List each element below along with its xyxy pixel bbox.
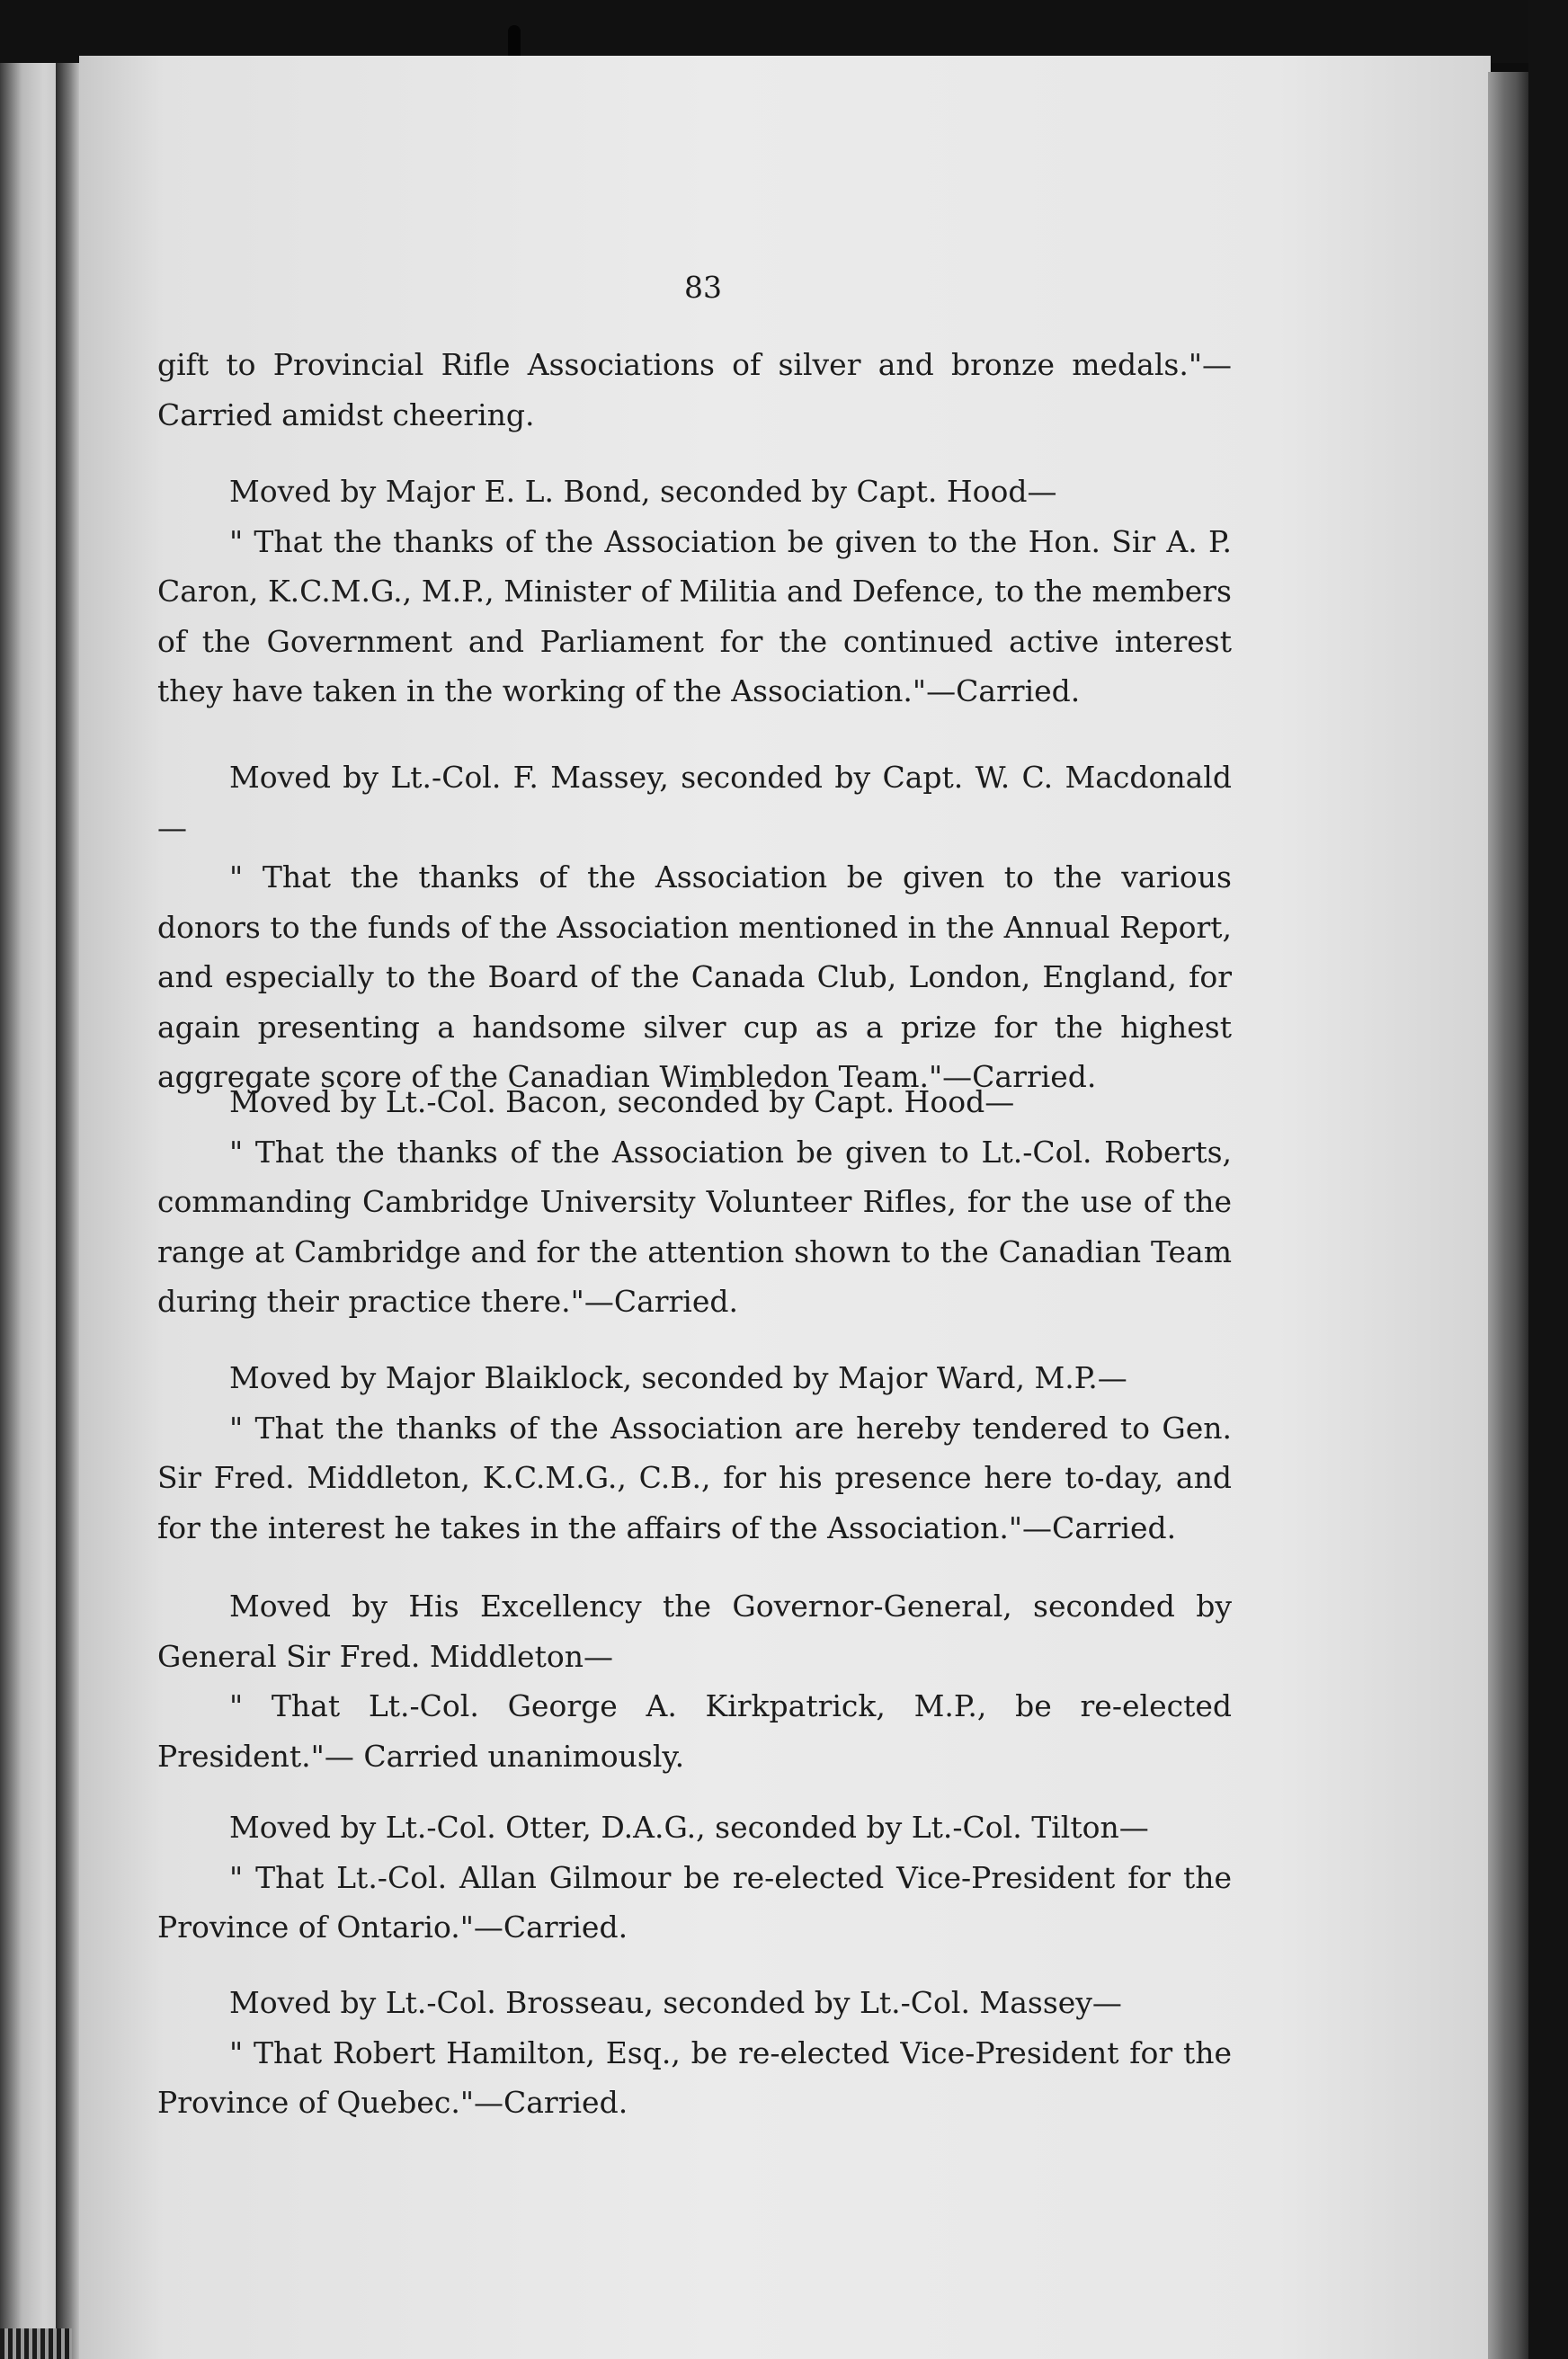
- motion-block-3: [157, 1077, 1232, 1327]
- motion-line: Moved by Lt.-Col. F. Massey, seconded by Capt. W. C. Macdonald—: [157, 760, 1232, 845]
- paragraph-text: gift to Provincial Rifle Associations of silver and bronze medals."— Carried amidst cheering.: [157, 347, 1232, 432]
- resolution-text: " That the thanks of the Association be given to Lt.-Col. Roberts, commanding Cambridge University Volunteer Rifles, for the use of the range at Cambridge and for the attention shown to the Canadian Team during their practice there."—Carried.: [157, 1134, 1232, 1319]
- motion-line: Moved by Lt.-Col. Otter, D.A.G., seconded by Lt.-Col. Tilton—: [229, 1810, 1149, 1845]
- motion-block-2: [157, 752, 1232, 1102]
- motion-block-7: [157, 1978, 1232, 2128]
- motion-block-6: [157, 1803, 1232, 1953]
- resolution-text: " That the thanks of the Association are hereby tendered to Gen. Sir Fred. Middleton, K.C.M.G., C.B., for his presence here to-day, and for the interest he takes in the affairs of the Association."—Carried.: [157, 1410, 1232, 1545]
- resolution-text: " That Lt.-Col. Allan Gilmour be re-elected Vice-President for the Province of Ontario."—Carried.: [157, 1859, 1232, 1945]
- resolution-text: " That the thanks of the Association be given to the various donors to the funds of the Association mentioned in the Annual Report, and especially to the Board of the Canada Club, London, England, for again presenting a handsome silver cup as a prize for the highest aggregate score of the Canadian Wimbledon Team."—Carried.: [157, 859, 1232, 1094]
- motion-block-1: [157, 467, 1232, 717]
- film-notch: [508, 25, 521, 59]
- motion-line: Moved by Major Blaiklock, seconded by Major Ward, M.P.—: [229, 1360, 1127, 1395]
- facing-page-edge: [0, 63, 63, 2359]
- film-border-top: [0, 0, 1568, 63]
- book-spine-shadow: [56, 63, 79, 2359]
- resolution-text: " That the thanks of the Association be given to the Hon. Sir A. P. Caron, K.C.M.G., M.P., Minister of Militia and Defence, to the members of the Government and Parliament for the continued active interest they have taken in the working of the Association."—Carried.: [157, 523, 1232, 708]
- motion-block-5: [157, 1581, 1232, 1781]
- page-edge-right: [1488, 72, 1528, 2359]
- motion-line: Moved by Major E. L. Bond, seconded by Capt. Hood—: [229, 474, 1057, 509]
- film-border-right: [1528, 0, 1568, 2359]
- resolution-text: " That Lt.-Col. George A. Kirkpatrick, M.P., be re-elected President."— Carried unanimously.: [157, 1688, 1232, 1774]
- motion-line: Moved by Lt.-Col. Bacon, seconded by Capt. Hood—: [229, 1084, 1015, 1119]
- motion-line: Moved by Lt.-Col. Brosseau, seconded by Lt.-Col. Massey—: [229, 1985, 1122, 2020]
- film-perforation: [0, 2328, 72, 2359]
- motion-line: Moved by His Excellency the Governor-General, seconded by General Sir Fred. Middleton—: [157, 1589, 1232, 1674]
- motion-block-4: [157, 1353, 1232, 1553]
- page-number: 83: [684, 270, 722, 305]
- paragraph-continuation: [157, 340, 1232, 440]
- resolution-text: " That Robert Hamilton, Esq., be re-elected Vice-President for the Province of Quebec."—Carried.: [157, 2034, 1232, 2120]
